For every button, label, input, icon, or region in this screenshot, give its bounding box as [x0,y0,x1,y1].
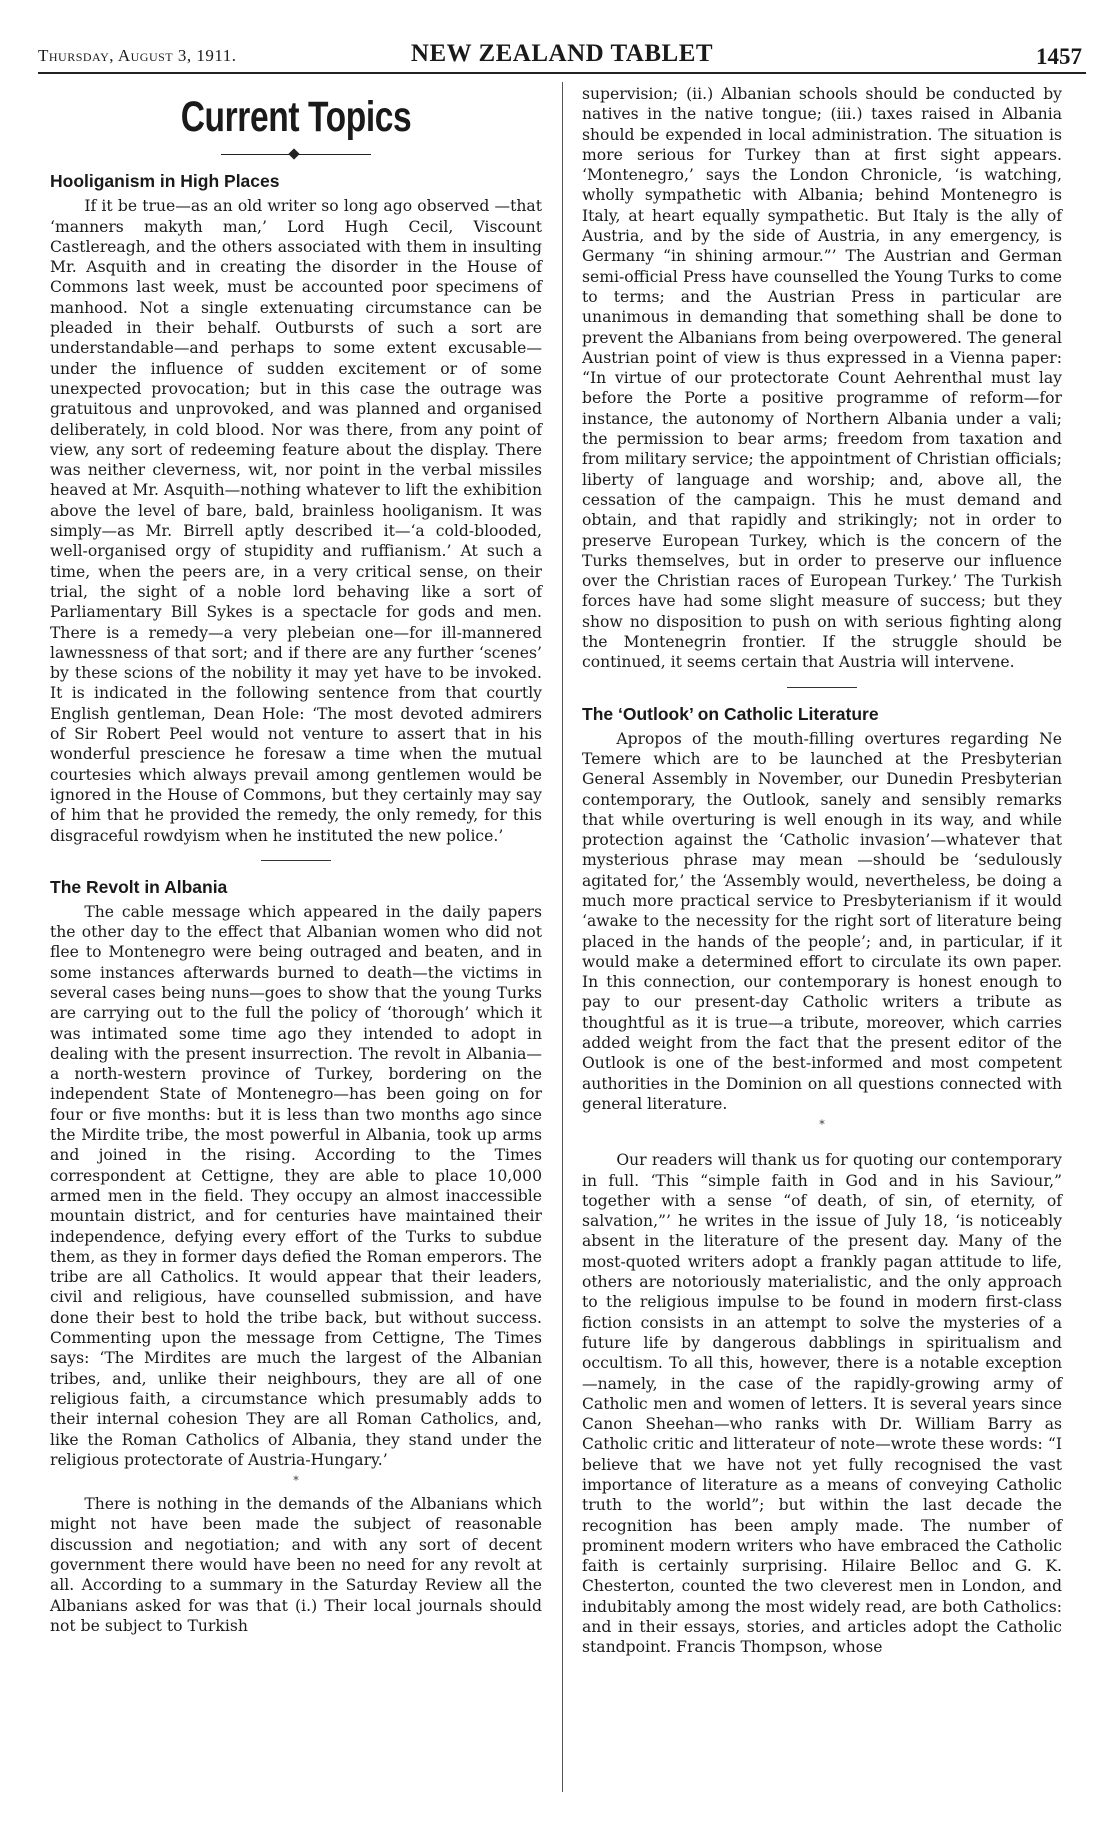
diamond-ornament-icon [288,149,299,160]
article-separator [787,687,857,688]
right-column [582,84,1062,1658]
left-column [50,84,542,1636]
article-paragraph: The cable message which appeared in the daily papers the other day to the effect that Albanian women who did not flee to Montenegro were being outraged and beaten, and in some instances afterwards burned to death—the victims in several cases being nuns—goes to show that the young Turks are carrying out to the full the policy of ‘thorough’ which it was intimated some time ago they intended to adopt in dealing with the present insurrection. The revolt in Albania—a north-western province of Turkey, bordering on the independent State of Montenegro—has been going on for four or five months: but it is less than two months ago since the Mirdite tribe, the most powerful in Albania, took up arms and joined in the rising. According to the Times correspondent at Cettigne, they are able to place 10,000 armed men in the field. They occupy an almost inaccessible mountain district, and for centuries have maintained their independence, defying every effort of the Turks to subdue them, as they in former days defied the Roman emperors. The tribe are all Catholics. It would appear that their leaders, civil and religious, have counselled submission, and have done their best to hold the tribe back, but without success. Commenting upon the message from Cettigne, The Times says: ‘The Mirdites are much the largest of the Albanian tribes, and, unlike their neighbours, they are all of one religious faith, a circumstance which presumably adds to their internal cohesion They are all Roman Catholics, and, like the Roman Catholics of Albania, they stand under the religious protectorate of Austria-Hungary.’ [50,902,542,1469]
article-paragraph: Our readers will thank us for quoting our contemporary in full. ‘This “simple faith in God and in his Saviour,” together with a sense “of death, of sin, of eternity, of salvation,”’ he writes in the issue of July 18, ‘is noticeably absent in the literature of the present day. Many of the most-quoted writers adopt a frankly pagan attitude to life, others are notoriously materialistic, and the only approach to the religious impulse to be found in modern first-class fiction consists in an attempt to solve the mysteries of a future life by dangerous dabblings in spiritualism and occultism. To all this, however, there is a notable exception—namely, in the case of the rapidly-growing army of Catholic men and women of letters. It is several years since Canon Sheehan—who ranks with Dr. William Barry as Catholic critic and litterateur of note—wrote these words: “I believe that we have not yet fully recognised the vast importance of literature as a means of conveying Catholic truth to the world”; but within the last decade the recognition has been amply made. The number of prominent modern writers who have embraced the Catholic faith is certainly surprising. Hilaire Belloc and G. K. Chesterton, counted the two cleverest men in London, and indubitably among the most widely read, are both Catholics: and in their essays, stories, and articles adopt the Catholic standpoint. Francis Thompson, whose [582,1151,1062,1657]
article-paragraph: If it be true—as an old writer so long ago observed —that ‘manners makyth man,’ Lord Hugh Cecil, Viscount Castlereagh, and the others associated with them in insulting Mr. Asquith and in creating the disorder in the House of Commons last week, must be accounted poor specimens of manhood. Not a single extenuating circumstance can be pleaded in their behalf. Outbursts of such a sort are understandable—and perhaps to some extent excusable—under the influence of sudden excitement or of some unexpected provocation; but in this case the outrage was gratuitous and unprovoked, and was planned and organised deliberately, in cold blood. Nor was there, from any point of view, any sort of redeeming feature about the display. There was neither cleverness, wit, nor point in the verbal missiles heaved at Mr. Asquith—nothing whatever to lift the exhibition above the level of bare, bald, brainless hooliganism. It was simply—as Mr. Birrell aptly described it—‘a cold-blooded, well-organised orgy of stupidity and ruffianism.’ At such a time, when the peers are, in a very critical sense, on their trial, the sight of a noble lord behaving like a sort of Parliamentary Bill Sykes is a spectacle for gods and men. There is a remedy—a very plebeian one—for ill-mannered lawnessness of that sort; and if there are any further ‘scenes’ by these scions of the nobility it may yet have to be invoked. It is indicated in the following sentence from that courtly English gentleman, Dean Hole: ‘The most devoted admirers of Sir Robert Peel would not venture to assert that in his wonderful prescience he foresaw a time when the mutual courtesies which always prevail among gentlemen would be ignored in the House of Commons, but they certainly may say of him that he provided the remedy, the only remedy, for this disgraceful rowdyism when he instituted the new police.’ [50,197,542,845]
article-paragraph: There is nothing in the demands of the Albanians which might not have been made the subject of reasonable discussion and negotiation; and with any sort of decent government there would have been no need for any revolt at all. According to a summary in the Saturday Review all the Albanians asked for was that (i.) Their local journals should not be subject to Turkish [50,1495,542,1635]
page-header [38,38,1086,74]
article-separator [261,860,331,861]
column-divider [562,82,563,1792]
paragraph-gap [582,1138,1062,1150]
article-paragraph-continued: supervision; (ii.) Albanian schools should be conducted by natives in the native tongue; (iii.) taxes raised in Albania should be expended in local administration. The situation is more serious for Turkey than at first sight appears. ‘Montenegro,’ says the London Chronicle, ‘is watching, wholly sympathetic with Albania; behind Montenegro is Italy, at heart equally sympathetic. But Italy is the ally of Austria, and by the side of Austria, in any emergency, is Germany “in shining armour.”’ The Austrian and German semi-official Press have counselled the Young Turks to come to terms; and the Austrian Press in particular are unanimous in demanding that something shall be done to prevent the Albanians from being overpowered. The general Austrian point of view is thus expressed in a Vienna paper: “In virtue of our protectorate Count Aehrenthal must lay before the Porte a positive programme of reform—for instance, the autonomy of Northern Albania under a vali; the permission to bear arms; freedom from taxation and from military service; the appointment of Christian officials; liberty of language and worship; and, above all, the cessation of the campaign. This he must demand and obtain, and that rapidly and strikingly; not in order to preserve European Turkey, which is the concern of the Turks themselves, but in order to preserve our influence over the Christian races of European Turkey.’ The Turkish forces have had some slight measure of success; but they show no disposition to push on with serious fighting along the Montenegrin frontier. If the struggle should be continued, it seems certain that Austria will intervene. [582,85,1062,672]
article-paragraph: Apropos of the mouth-filling overtures regarding Ne Temere which are to be launched at the Presbyterian General Assembly in November, our Dunedin Presbyterian contemporary, the Outlook, sanely and sensibly remarks that while overturing is well enough in its way, and while protection against the ‘Catholic invasion’—whatever that mysterious phrase may mean —should be ‘sedulously agitated for,’ the ‘Assembly would, nevertheless, be doing a much more practical service to Presbyterianism if it would ‘awake to the necessity for the right sort of literature being placed in the hands of the people’; and, in particular, if it would make a determined effort to circulate its own paper. In this connection, our contemporary is honest enough to pay to our present-day Catholic writers a tribute as thoughtful as it is true—a tribute, moreover, which carries added weight from the fact that the present editor of the Outlook is one of the best-informed and most competent authorities in the Dominion on all questions connected with general literature. [582,729,1062,1113]
title-ornament-rule [221,147,371,161]
issue-date: Thursday, August 3, 1911. [38,46,237,65]
article-heading-hooliganism: Hooliganism in High Places [50,171,280,192]
page-number: 1457 [1036,44,1082,69]
article-heading-outlook: The ‘Outlook’ on Catholic Literature [582,703,879,724]
section-title: Current Topics [180,93,412,141]
article-heading-albania: The Revolt in Albania [50,876,228,897]
asterism-divider: * [293,1474,299,1488]
asterism-divider: * [819,1118,825,1132]
publication-title: NEW ZEALAND TABLET [410,40,714,67]
